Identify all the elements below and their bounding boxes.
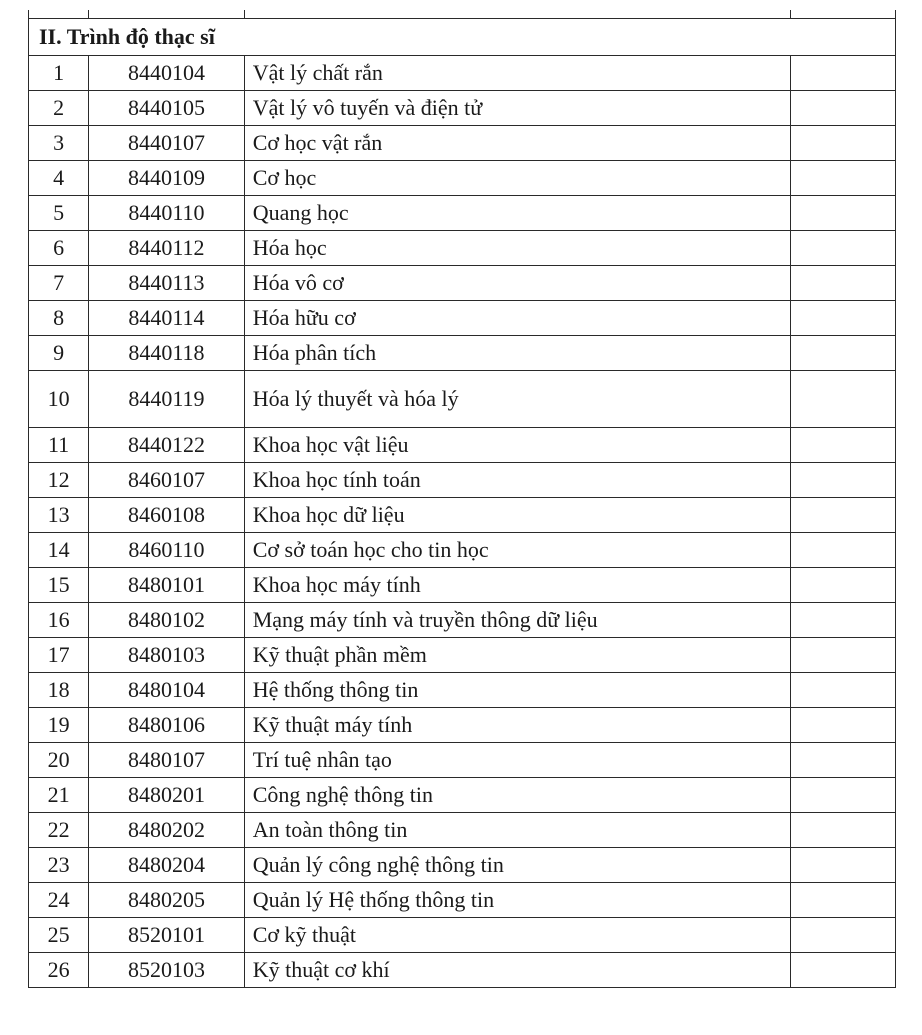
program-name-cell: Kỹ thuật phần mềm bbox=[244, 638, 790, 673]
code-cell: 8440118 bbox=[89, 336, 245, 371]
program-name-cell: Kỹ thuật máy tính bbox=[244, 708, 790, 743]
program-name-cell: Mạng máy tính và truyền thông dữ liệu bbox=[244, 603, 790, 638]
empty-cell bbox=[790, 126, 895, 161]
code-cell: 8460108 bbox=[89, 498, 245, 533]
empty-cell bbox=[790, 708, 895, 743]
program-name-cell: Hóa vô cơ bbox=[244, 266, 790, 301]
table-row bbox=[29, 568, 896, 603]
table-row bbox=[29, 778, 896, 813]
empty-cell bbox=[790, 953, 895, 988]
stt-cell: 13 bbox=[29, 498, 89, 533]
empty-cell bbox=[790, 673, 895, 708]
stt-cell: 22 bbox=[29, 813, 89, 848]
code-cell: 8440114 bbox=[89, 301, 245, 336]
program-name-cell: Hóa học bbox=[244, 231, 790, 266]
table-row bbox=[29, 498, 896, 533]
table-row bbox=[29, 463, 896, 498]
program-name-cell: Khoa học dữ liệu bbox=[244, 498, 790, 533]
empty-cell bbox=[790, 498, 895, 533]
empty-cell bbox=[790, 638, 895, 673]
previous-page-row-fragment bbox=[29, 10, 896, 19]
empty-cell bbox=[790, 883, 895, 918]
table-row bbox=[29, 953, 896, 988]
empty-cell bbox=[790, 813, 895, 848]
code-cell: 8440110 bbox=[89, 196, 245, 231]
code-cell: 8440104 bbox=[89, 56, 245, 91]
code-cell: 8520101 bbox=[89, 918, 245, 953]
program-name-cell: An toàn thông tin bbox=[244, 813, 790, 848]
table-row bbox=[29, 196, 896, 231]
stt-cell: 20 bbox=[29, 743, 89, 778]
program-name-cell: Kỹ thuật cơ khí bbox=[244, 953, 790, 988]
program-name-cell: Quang học bbox=[244, 196, 790, 231]
code-cell: 8440112 bbox=[89, 231, 245, 266]
stt-cell: 4 bbox=[29, 161, 89, 196]
program-name-cell: Khoa học máy tính bbox=[244, 568, 790, 603]
empty-cell bbox=[790, 778, 895, 813]
program-name-cell: Cơ học bbox=[244, 161, 790, 196]
stt-cell: 17 bbox=[29, 638, 89, 673]
table-row bbox=[29, 266, 896, 301]
stt-cell: 14 bbox=[29, 533, 89, 568]
code-cell: 8520103 bbox=[89, 953, 245, 988]
stt-cell: 21 bbox=[29, 778, 89, 813]
program-name-cell: Vật lý chất rắn bbox=[244, 56, 790, 91]
empty-cell bbox=[790, 428, 895, 463]
code-cell: 8480205 bbox=[89, 883, 245, 918]
empty-cell bbox=[790, 91, 895, 126]
code-cell: 8460110 bbox=[89, 533, 245, 568]
table-row bbox=[29, 301, 896, 336]
stt-cell: 19 bbox=[29, 708, 89, 743]
code-cell: 8440122 bbox=[89, 428, 245, 463]
code-cell: 8480202 bbox=[89, 813, 245, 848]
table-row bbox=[29, 91, 896, 126]
stt-cell: 16 bbox=[29, 603, 89, 638]
program-name-cell: Hóa hữu cơ bbox=[244, 301, 790, 336]
stt-cell: 2 bbox=[29, 91, 89, 126]
program-name-cell: Hệ thống thông tin bbox=[244, 673, 790, 708]
stt-cell: 11 bbox=[29, 428, 89, 463]
stt-cell: 7 bbox=[29, 266, 89, 301]
section-title: II. Trình độ thạc sĩ bbox=[29, 19, 896, 56]
stt-cell: 12 bbox=[29, 463, 89, 498]
stt-cell: 8 bbox=[29, 301, 89, 336]
program-name-cell: Hóa phân tích bbox=[244, 336, 790, 371]
table-row bbox=[29, 126, 896, 161]
empty-cell bbox=[790, 56, 895, 91]
table-row bbox=[29, 231, 896, 266]
program-name-cell: Hóa lý thuyết và hóa lý bbox=[244, 371, 790, 428]
empty-cell bbox=[790, 603, 895, 638]
table-row bbox=[29, 883, 896, 918]
table-row bbox=[29, 918, 896, 953]
code-cell: 8480201 bbox=[89, 778, 245, 813]
program-name-cell: Khoa học tính toán bbox=[244, 463, 790, 498]
empty-cell bbox=[790, 918, 895, 953]
stt-cell: 9 bbox=[29, 336, 89, 371]
empty-cell bbox=[790, 301, 895, 336]
stt-cell: 3 bbox=[29, 126, 89, 161]
program-name-cell: Cơ kỹ thuật bbox=[244, 918, 790, 953]
empty-cell bbox=[790, 533, 895, 568]
section-heading-row bbox=[29, 19, 896, 56]
code-cell: 8480103 bbox=[89, 638, 245, 673]
code-cell: 8440109 bbox=[89, 161, 245, 196]
stt-cell: 15 bbox=[29, 568, 89, 603]
code-cell: 8480101 bbox=[89, 568, 245, 603]
program-name-cell: Vật lý vô tuyến và điện tử bbox=[244, 91, 790, 126]
empty-cell bbox=[790, 196, 895, 231]
code-cell: 8480104 bbox=[89, 673, 245, 708]
stt-cell: 10 bbox=[29, 371, 89, 428]
program-name-cell: Công nghệ thông tin bbox=[244, 778, 790, 813]
code-cell: 8440105 bbox=[89, 91, 245, 126]
stt-cell: 23 bbox=[29, 848, 89, 883]
stt-cell: 18 bbox=[29, 673, 89, 708]
program-name-cell: Trí tuệ nhân tạo bbox=[244, 743, 790, 778]
table-row bbox=[29, 743, 896, 778]
code-cell: 8440119 bbox=[89, 371, 245, 428]
stt-cell: 6 bbox=[29, 231, 89, 266]
stt-cell: 1 bbox=[29, 56, 89, 91]
empty-cell bbox=[790, 161, 895, 196]
table-row bbox=[29, 533, 896, 568]
code-cell: 8460107 bbox=[89, 463, 245, 498]
code-cell: 8480102 bbox=[89, 603, 245, 638]
table-row bbox=[29, 371, 896, 428]
table-row bbox=[29, 56, 896, 91]
empty-cell bbox=[790, 743, 895, 778]
table-row bbox=[29, 638, 896, 673]
table-row bbox=[29, 813, 896, 848]
table-row bbox=[29, 673, 896, 708]
empty-cell bbox=[790, 266, 895, 301]
stt-cell: 5 bbox=[29, 196, 89, 231]
code-cell: 8480107 bbox=[89, 743, 245, 778]
program-name-cell: Quản lý công nghệ thông tin bbox=[244, 848, 790, 883]
stt-cell: 24 bbox=[29, 883, 89, 918]
empty-cell bbox=[790, 463, 895, 498]
program-name-cell: Cơ học vật rắn bbox=[244, 126, 790, 161]
programs-table bbox=[28, 10, 896, 988]
table-row bbox=[29, 336, 896, 371]
empty-cell bbox=[790, 848, 895, 883]
table-row bbox=[29, 161, 896, 196]
code-cell: 8480204 bbox=[89, 848, 245, 883]
table-row bbox=[29, 708, 896, 743]
table-row bbox=[29, 603, 896, 638]
table-row bbox=[29, 848, 896, 883]
empty-cell bbox=[790, 568, 895, 603]
empty-cell bbox=[790, 336, 895, 371]
table-row bbox=[29, 428, 896, 463]
stt-cell: 26 bbox=[29, 953, 89, 988]
empty-cell bbox=[790, 371, 895, 428]
program-name-cell: Quản lý Hệ thống thông tin bbox=[244, 883, 790, 918]
program-name-cell: Cơ sở toán học cho tin học bbox=[244, 533, 790, 568]
empty-cell bbox=[790, 231, 895, 266]
program-name-cell: Khoa học vật liệu bbox=[244, 428, 790, 463]
code-cell: 8440113 bbox=[89, 266, 245, 301]
stt-cell: 25 bbox=[29, 918, 89, 953]
code-cell: 8480106 bbox=[89, 708, 245, 743]
code-cell: 8440107 bbox=[89, 126, 245, 161]
